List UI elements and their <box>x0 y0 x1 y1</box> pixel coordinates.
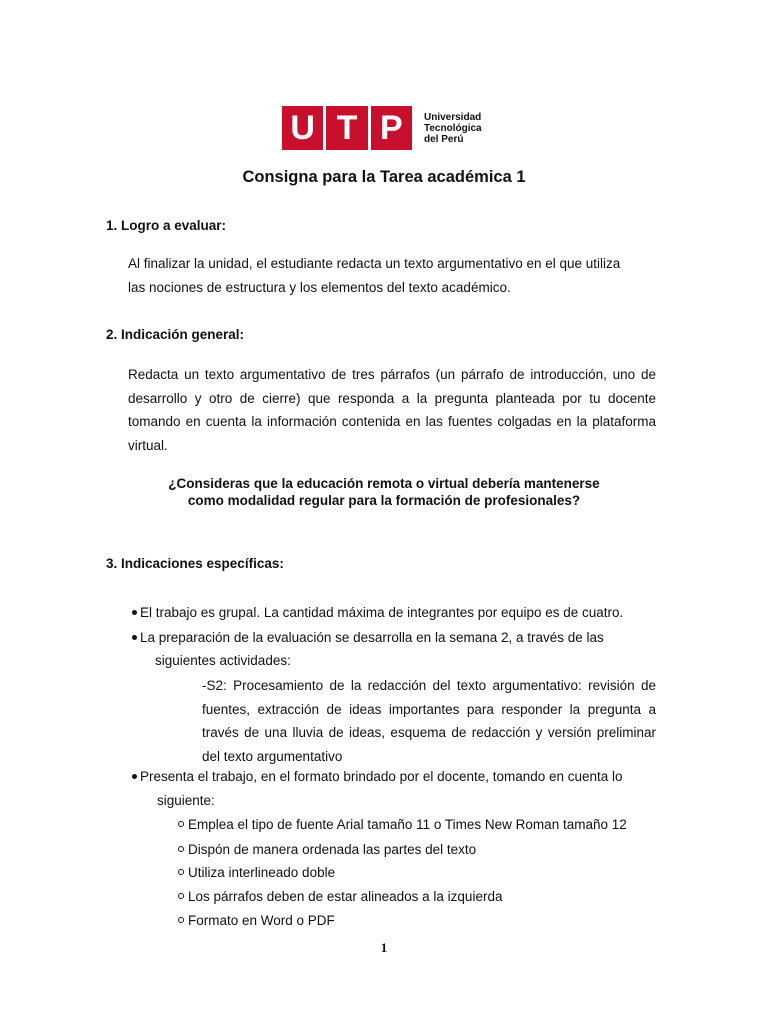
section-2-paragraph: Redacta un texto argumentativo de tres párrafos (un párrafo de introducción, uno de desarrollo y otro de cierre) que responda a la pregunta planteada por tu docente tomando en cuenta la información contenida en las fuentes colgadas en la plataforma virtual. <box>128 367 656 453</box>
bullet-dot-icon <box>132 635 137 640</box>
circle-bullet-icon <box>178 893 184 899</box>
section-1-line-1: Al finalizar la unidad, el estudiante redacta un texto argumentativo en el que utiliza <box>128 256 621 271</box>
circle-bullet-icon <box>178 917 184 923</box>
section-1-heading: 1. Logro a evaluar: <box>106 218 227 233</box>
list-item-continuation: siguiente: <box>157 793 215 808</box>
sub-list-item: Formato en Word o PDF <box>178 909 335 933</box>
utp-logo-text: Universidad Tecnológica del Perú <box>424 111 482 145</box>
bullet-dot-icon <box>132 610 137 615</box>
page-number: 1 <box>380 940 388 955</box>
section-3-heading: 3. Indicaciones específicas: <box>106 556 284 571</box>
circle-bullet-icon <box>178 846 184 852</box>
guiding-question-line-1: ¿Consideras que la educación remota o virtual debería mantenerse <box>168 476 600 491</box>
sub-list-item: Los párrafos deben de estar alineados a la izquierda <box>178 885 502 909</box>
utp-logo <box>282 106 482 150</box>
section-1-line-2: las nociones de estructura y los elementos del texto académico. <box>128 280 511 295</box>
guiding-question-line-2: como modalidad regular para la formación de profesionales? <box>187 493 581 508</box>
bullet-dot-icon <box>132 774 137 779</box>
logo-letter-t: T <box>336 109 358 147</box>
s2-activity-paragraph: -S2: Procesamiento de la redacción del texto argumentativo: revisión de fuentes, extracción de ideas importantes para responder la pregunta a través de una lluvia de ideas, esquema de redacción y versión preliminar del texto argumentativo <box>202 678 656 764</box>
section-2-heading: 2. Indicación general: <box>106 327 245 342</box>
logo-letter-p: P <box>379 109 403 147</box>
list-item: La preparación de la evaluación se desarrolla en la semana 2, a través de las <box>132 626 604 650</box>
document-title: Consigna para la Tarea académica 1 <box>242 168 526 186</box>
circle-bullet-icon <box>178 869 184 875</box>
sub-list-item: Utiliza interlineado doble <box>178 861 335 885</box>
sub-list-item: Dispón de manera ordenada las partes del texto <box>178 838 476 862</box>
utp-logo-mark <box>282 106 412 150</box>
sub-list-item: Emplea el tipo de fuente Arial tamaño 11 o Times New Roman tamaño 12 <box>178 813 627 837</box>
list-item: El trabajo es grupal. La cantidad máxima de integrantes por equipo es de cuatro. <box>132 601 623 625</box>
logo-letter-u: U <box>290 109 315 147</box>
circle-bullet-icon <box>178 821 184 827</box>
list-item-continuation: siguientes actividades: <box>155 653 291 668</box>
list-item: Presenta el trabajo, en el formato brindado por el docente, tomando en cuenta lo <box>132 765 623 789</box>
